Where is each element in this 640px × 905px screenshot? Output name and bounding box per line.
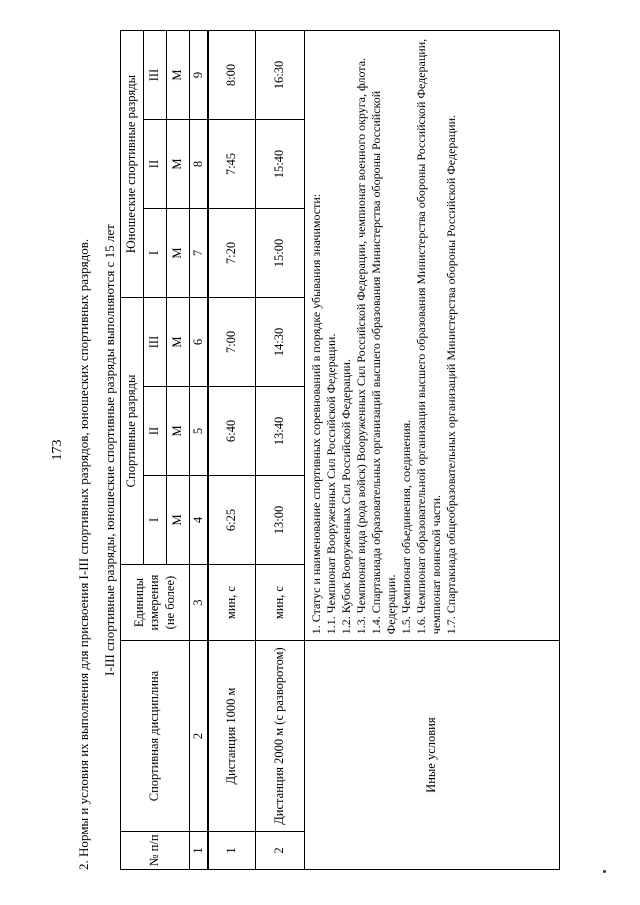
conditions-row [305, 31, 560, 870]
header-gender: М [167, 209, 190, 298]
row-value: 14:30 [256, 298, 305, 387]
row-value: 13:40 [256, 387, 305, 476]
condition-item: 1.1. Чемпионат Вооруженных Сил Российской Федерации. [324, 333, 338, 635]
header-level: I [144, 209, 167, 298]
row-value: 13:00 [256, 475, 305, 564]
row-value: 15:40 [256, 120, 305, 209]
column-number: 6 [190, 298, 209, 387]
column-number: 4 [190, 475, 209, 564]
row-value: 16:30 [256, 31, 305, 120]
table-row [208, 31, 256, 870]
header-level: III [144, 31, 167, 120]
header-gender: М [167, 475, 190, 564]
column-number: 7 [190, 209, 209, 298]
column-number: 3 [190, 564, 209, 640]
conditions-text [305, 31, 560, 641]
table-subheading: I-III спортивные разряды, юношеские спортивные разряды выполняются с 15 лет [102, 224, 117, 676]
row-value: 6:25 [208, 475, 256, 564]
row-value: 6:40 [208, 387, 256, 476]
header-gender: М [167, 31, 190, 120]
row-num: 1 [208, 831, 256, 869]
row-discipline: Дистанция 2000 м (с разворотом) [256, 641, 305, 832]
condition-item: 1.7. Спартакиада общеобразовательных организаций Министерства обороны Российской Федерации. [444, 115, 458, 635]
norms-table [120, 30, 560, 870]
condition-item: 1. Статус и наименование спортивных соревнований в порядке убывания значимости: [309, 193, 323, 635]
header-sport-ranks: Спортивные разряды [121, 298, 144, 565]
header-level: I [144, 475, 167, 564]
condition-item: 1.5. Чемпионат объединения, соединения. [399, 419, 413, 635]
table-row [256, 31, 305, 870]
header-level: II [144, 387, 167, 476]
header-units: Единицы измерения (не более) [121, 564, 190, 640]
rotated-page [48, 30, 608, 870]
header-gender: М [167, 120, 190, 209]
row-value: 8:00 [208, 31, 256, 120]
scan-speck [603, 870, 606, 873]
conditions-label: Иные условия [305, 641, 560, 870]
condition-item: 1.2. Кубок Вооруженных Сил Российской Федерации. [339, 359, 353, 635]
row-units: мин, с [208, 564, 256, 640]
column-number: 8 [190, 120, 209, 209]
row-value: 7:00 [208, 298, 256, 387]
row-value: 7:20 [208, 209, 256, 298]
condition-item: 1.3. Чемпионат вида (рода войск) Вооруженных Сил Российской Федерации, чемпионат военного округа, флота. [354, 57, 368, 635]
column-number: 2 [190, 641, 209, 832]
header-level: III [144, 298, 167, 387]
header-gender: М [167, 387, 190, 476]
column-number: 9 [190, 31, 209, 120]
row-units: мин, с [256, 564, 305, 640]
row-value: 15:00 [256, 209, 305, 298]
row-num: 2 [256, 831, 305, 869]
section-heading: 2. Нормы и условия их выполнения для присвоения I-III спортивных разрядов, юношеских спортивных разрядов. [76, 238, 91, 870]
column-number: 1 [190, 831, 209, 869]
header-level: II [144, 120, 167, 209]
header-discipline: Спортивная дисциплина [121, 641, 190, 832]
page-number: 173 [50, 439, 65, 461]
row-discipline: Дистанция 1000 м [208, 641, 256, 832]
header-gender: М [167, 298, 190, 387]
condition-item: 1.4. Спартакиада образовательных организаций высшего образования Министерства обороны Российской Федерации. [369, 90, 398, 635]
header-youth-ranks: Юношеские спортивные разряды [121, 31, 144, 298]
row-value: 7:45 [208, 120, 256, 209]
column-number: 5 [190, 387, 209, 476]
condition-item: 1.6. Чемпионат образовательной организации высшего образования Министерства обороны Российской Федерации, чемпионат воинской части. [414, 38, 443, 635]
header-num: № п/п [121, 831, 190, 869]
